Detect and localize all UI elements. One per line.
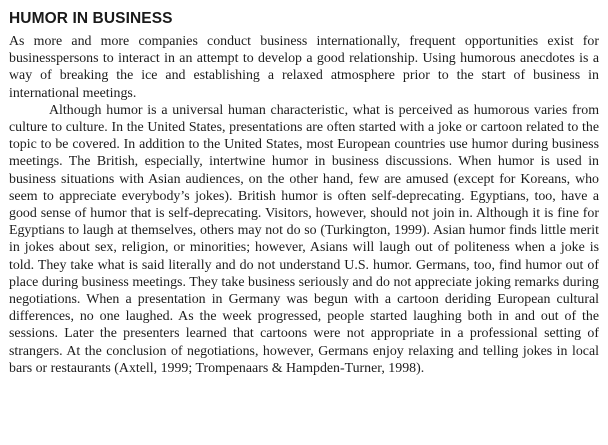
intro-paragraph: As more and more companies conduct business internationally, frequent opportunities exist for businesspersons to interact in an attempt to develop a good relationship. Using humorous anecdotes is a way of breaking the ice and establishing a relaxed atmosphere prior to the start of business in international meetings. [9,34,599,101]
body-paragraph: Although humor is a universal human characteristic, what is perceived as humorous varies from culture to culture. In the United States, presentations are often started with a joke or cartoon related to the topic to be covered. In addition to the United States, most European countries use humor during business meetings. The British, especially, intertwine humor in business discussions. When humor is used in business situations with Asian audiences, on the other hand, few are amused (except for Koreans, who seem to appreciate everybody’s jokes). British humor is often self-deprecating. Egyptians, too, have a good sense of humor that is self-deprecating. Visitors, however, should not join in. Although it is fine for Egyptians to laugh at themselves, others may not do so (Turkington, 1999). Asian humor finds little merit in jokes about sex, religion, or minorities; however, Asians will laugh out of politeness when a joke is told. They take what is said literally and do not understand U.S. humor. Germans, too, find humor out of place during business meetings. They take business seriously and do not appreciate joking remarks during negotiations. When a presentation in Germany was begun with a cartoon deriding European cultural differences, no one laughed. As the week progressed, people started laughing both in and out of the sessions. Later the presenters learned that cartoons were not appropriate in a professional setting of strangers. At the conclusion of negotiations, however, Germans enjoy relaxing and telling jokes in local bars or restaurants (Axtell, 1999; Trompenaars & Hampden-Turner, 1998). [9,102,599,376]
section-heading: HUMOR IN BUSINESS [9,10,173,27]
